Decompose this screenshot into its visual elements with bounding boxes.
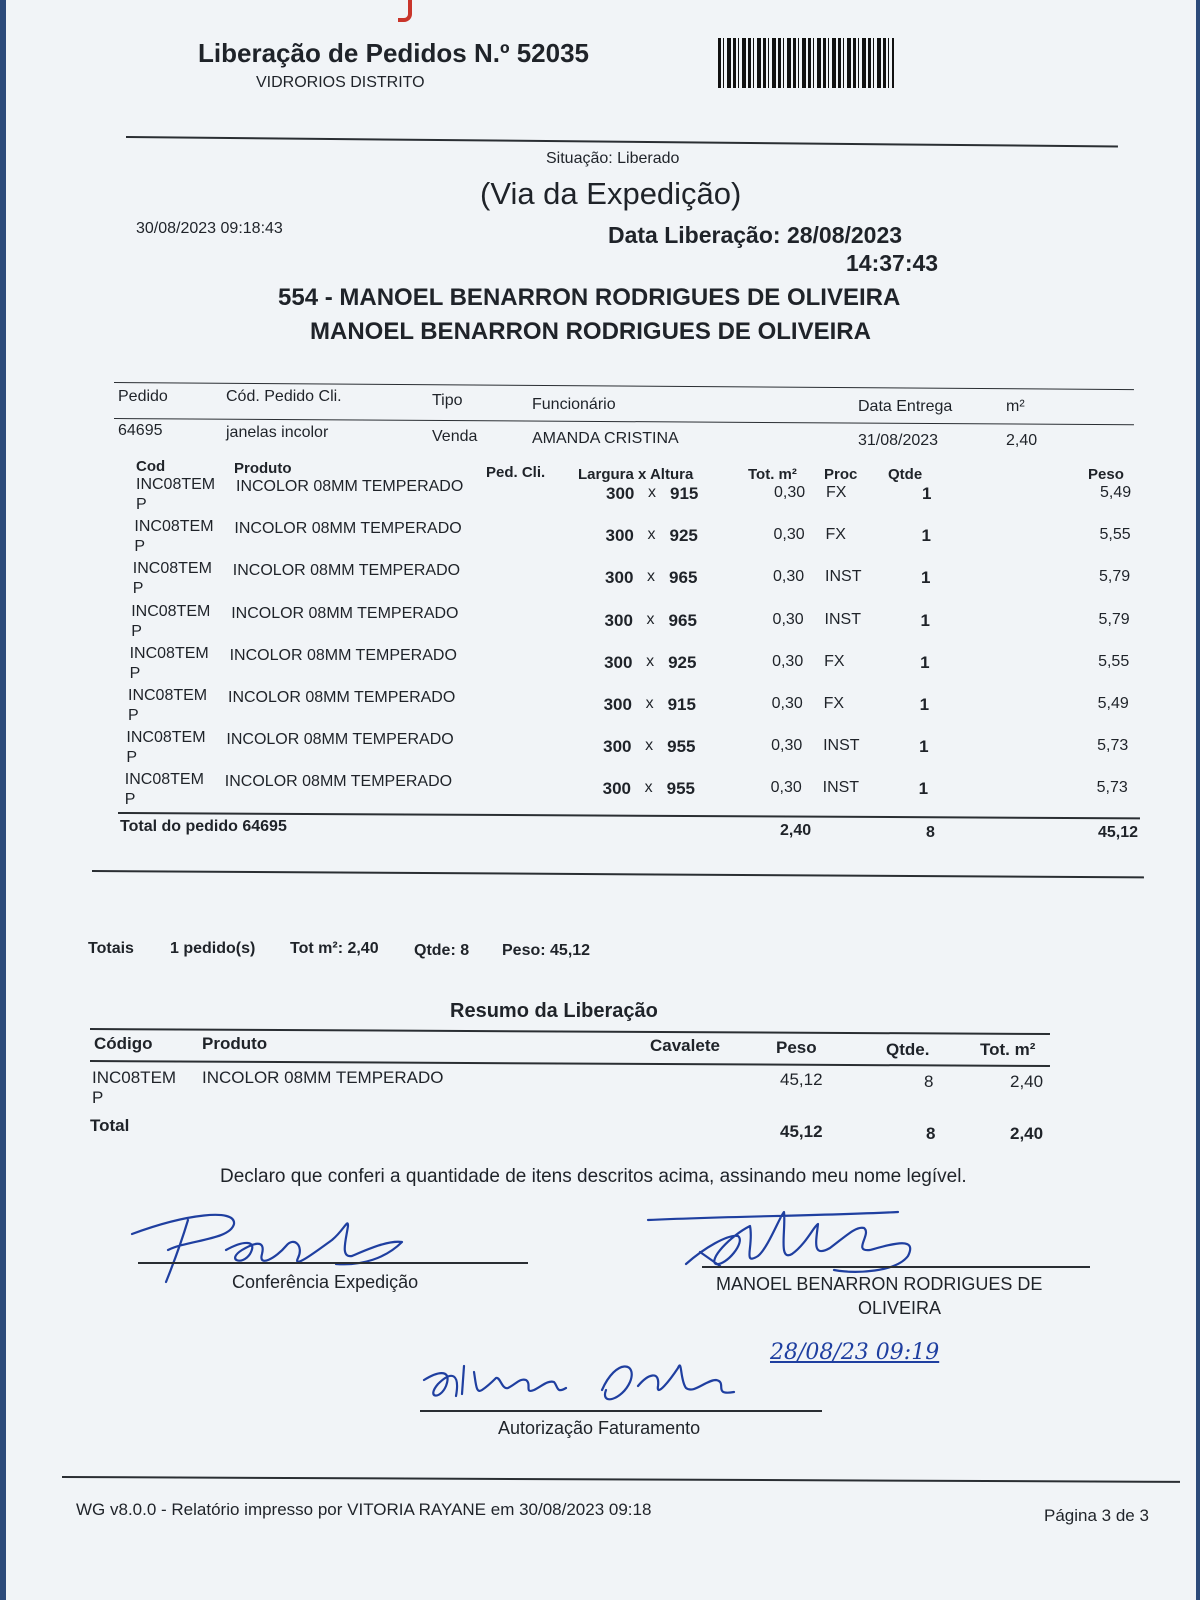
item-proc: INST bbox=[824, 610, 861, 628]
item-cod-cont: P bbox=[131, 622, 142, 640]
item-produto: INCOLOR 08MM TEMPERADO bbox=[234, 520, 462, 538]
resumo-title: Resumo da Liberação bbox=[450, 1000, 658, 1022]
totais-label: Totais bbox=[88, 940, 134, 957]
item-cod: INC08TEM bbox=[129, 644, 209, 662]
divider bbox=[90, 1060, 1050, 1067]
item-cod-cont: P bbox=[124, 791, 136, 809]
footer-pagina: Página 3 de 3 bbox=[1044, 1506, 1149, 1525]
resumo-produto: INCOLOR 08MM TEMPERADO bbox=[202, 1068, 444, 1087]
m2-header: m² bbox=[1006, 398, 1025, 415]
item-cod: INC08TEM bbox=[131, 602, 211, 620]
resumo-qtde-header: Qtde. bbox=[886, 1040, 930, 1059]
item-x: x bbox=[646, 610, 655, 628]
item-proc: FX bbox=[823, 695, 845, 712]
item-peso: 5,49 bbox=[1097, 695, 1129, 712]
item-cod: INC08TEM bbox=[136, 476, 216, 493]
cod-cli-header: Cód. Pedido Cli. bbox=[226, 388, 342, 405]
resumo-cavalete-header: Cavalete bbox=[650, 1036, 720, 1055]
situacao: Situação: Liberado bbox=[546, 150, 680, 167]
signature-line bbox=[702, 1266, 1090, 1268]
item-qtde: 1 bbox=[919, 737, 929, 757]
resumo-m2: 2,40 bbox=[1010, 1072, 1044, 1091]
item-x: x bbox=[645, 737, 654, 755]
qtde-col-header: Qtde bbox=[888, 466, 923, 483]
item-peso: 5,55 bbox=[1099, 526, 1131, 544]
item-produto: INCOLOR 08MM TEMPERADO bbox=[231, 604, 459, 622]
item-proc: FX bbox=[825, 526, 846, 544]
barcode-icon bbox=[718, 38, 894, 88]
item-cod: INC08TEM bbox=[126, 729, 206, 747]
item-tot-m2: 0,30 bbox=[773, 568, 805, 586]
item-proc: INST bbox=[823, 737, 860, 755]
resumo-peso: 45,12 bbox=[780, 1070, 823, 1089]
item-largura: 300 bbox=[603, 737, 632, 757]
item-qtde: 1 bbox=[920, 652, 930, 672]
red-ink-mark bbox=[398, 0, 412, 22]
via-label: (Via da Expedição) bbox=[480, 176, 742, 211]
item-x: x bbox=[644, 779, 653, 797]
item-peso: 5,73 bbox=[1097, 737, 1129, 755]
item-peso: 5,55 bbox=[1098, 652, 1130, 670]
item-tot-m2: 0,30 bbox=[771, 695, 803, 712]
item-qtde: 1 bbox=[921, 526, 931, 546]
item-tot-m2: 0,30 bbox=[772, 610, 804, 628]
item-cod-cont: P bbox=[126, 749, 138, 767]
resumo-total-label: Total bbox=[90, 1116, 130, 1135]
item-tot-m2: 0,30 bbox=[772, 652, 804, 670]
item-cod-cont: P bbox=[136, 496, 147, 513]
divider bbox=[62, 1476, 1180, 1483]
totais-m2: Tot m²: 2,40 bbox=[290, 940, 379, 957]
resumo-m2-header: Tot. m² bbox=[980, 1040, 1036, 1059]
tot-m2-col-header: Tot. m² bbox=[748, 466, 797, 483]
resumo-total-qtde: 8 bbox=[926, 1124, 936, 1143]
item-largura: 300 bbox=[602, 779, 631, 799]
item-proc: INST bbox=[825, 568, 862, 586]
item-peso: 5,73 bbox=[1096, 779, 1128, 797]
item-altura: 955 bbox=[667, 737, 696, 757]
item-qtde: 1 bbox=[919, 695, 930, 714]
item-x: x bbox=[647, 526, 656, 544]
tipo-header: Tipo bbox=[432, 392, 463, 409]
item-x: x bbox=[646, 652, 655, 670]
signature-line bbox=[420, 1410, 822, 1412]
cliente-codigo-nome: 554 - MANOEL BENARRON RODRIGUES DE OLIVEIRA bbox=[278, 284, 901, 311]
total-pedido-qtde: 8 bbox=[926, 824, 935, 841]
item-x: x bbox=[647, 568, 656, 586]
item-peso: 5,79 bbox=[1099, 568, 1131, 586]
item-largura: 300 bbox=[605, 526, 634, 546]
tipo-value: Venda bbox=[432, 428, 478, 445]
pedido-header: Pedido bbox=[118, 388, 168, 405]
funcionario-header: Funcionário bbox=[532, 396, 616, 413]
pedido-value: 64695 bbox=[118, 422, 163, 439]
item-qtde: 1 bbox=[920, 610, 931, 630]
item-tot-m2: 0,30 bbox=[771, 737, 803, 755]
item-altura: 965 bbox=[669, 568, 698, 588]
total-pedido-peso: 45,12 bbox=[1098, 824, 1139, 841]
item-cod-cont: P bbox=[132, 580, 144, 598]
document-title: Liberação de Pedidos N.º 52035 bbox=[198, 38, 589, 68]
resumo-codigo-cont: P bbox=[92, 1088, 104, 1107]
item-altura: 915 bbox=[667, 695, 696, 714]
item-produto: INCOLOR 08MM TEMPERADO bbox=[224, 773, 453, 791]
resumo-peso-header: Peso bbox=[776, 1038, 817, 1057]
hora-liberacao: 14:37:43 bbox=[846, 250, 939, 276]
signature-autorizacao bbox=[416, 1340, 766, 1420]
item-largura: 300 bbox=[606, 484, 635, 503]
item-peso: 5,49 bbox=[1100, 484, 1132, 501]
footer-impresso: WG v8.0.0 - Relatório impresso por VITORIA RAYANE em 30/08/2023 09:18 bbox=[76, 1500, 652, 1519]
produto-col-header: Produto bbox=[234, 460, 292, 477]
cliente-nome-linha2: OLIVEIRA bbox=[858, 1298, 942, 1318]
proc-col-header: Proc bbox=[824, 466, 858, 483]
item-tot-m2: 0,30 bbox=[774, 484, 806, 501]
divider bbox=[92, 870, 1144, 878]
item-altura: 925 bbox=[668, 652, 697, 672]
item-largura: 300 bbox=[604, 610, 633, 630]
item-cod-cont: P bbox=[129, 664, 141, 682]
totais-peso: Peso: 45,12 bbox=[502, 942, 591, 959]
item-cod: INC08TEM bbox=[132, 560, 212, 578]
item-tot-m2: 0,30 bbox=[773, 526, 805, 544]
m2-value: 2,40 bbox=[1006, 432, 1038, 449]
total-pedido-m2: 2,40 bbox=[780, 822, 812, 839]
cod-col-header: Cod bbox=[136, 458, 166, 475]
resumo-codigo: INC08TEM bbox=[92, 1068, 177, 1087]
resumo-produto-header: Produto bbox=[202, 1034, 268, 1053]
funcionario-value: AMANDA CRISTINA bbox=[532, 430, 679, 447]
item-largura: 300 bbox=[605, 568, 634, 588]
printed-timestamp: 30/08/2023 09:18:43 bbox=[136, 220, 283, 237]
item-altura: 915 bbox=[670, 484, 699, 503]
item-x: x bbox=[645, 695, 654, 712]
item-qtde: 1 bbox=[921, 568, 931, 588]
total-pedido-label: Total do pedido 64695 bbox=[120, 818, 287, 835]
declaracao: Declaro que conferi a quantidade de itens descritos acima, assinando meu nome legível. bbox=[220, 1166, 967, 1187]
item-cod: INC08TEM bbox=[134, 518, 214, 536]
item-cod-cont: P bbox=[128, 707, 139, 724]
cod-cli-value: janelas incolor bbox=[226, 424, 329, 441]
data-entrega-value: 31/08/2023 bbox=[858, 432, 939, 449]
handwritten-date: 28/08/23 09:19 bbox=[770, 1340, 940, 1365]
item-proc: INST bbox=[822, 779, 860, 797]
item-largura: 300 bbox=[603, 695, 632, 714]
item-altura: 955 bbox=[666, 779, 695, 799]
resumo-qtde: 8 bbox=[924, 1072, 934, 1091]
item-proc: FX bbox=[826, 484, 847, 501]
item-qtde: 1 bbox=[918, 779, 929, 799]
totais-qtde: Qtde: 8 bbox=[414, 942, 470, 959]
document-page bbox=[6, 0, 1196, 1600]
item-altura: 925 bbox=[669, 526, 698, 546]
autorizacao-label: Autorização Faturamento bbox=[498, 1418, 701, 1438]
resumo-codigo-header: Código bbox=[94, 1034, 153, 1053]
totais-pedidos: 1 pedido(s) bbox=[170, 940, 256, 957]
resumo-total-m2: 2,40 bbox=[1010, 1124, 1044, 1143]
ped-cli-col-header: Ped. Cli. bbox=[486, 464, 546, 481]
item-produto: INCOLOR 08MM TEMPERADO bbox=[232, 562, 461, 580]
cliente-nome: MANOEL BENARRON RODRIGUES DE OLIVEIRA bbox=[310, 318, 871, 345]
item-produto: INCOLOR 08MM TEMPERADO bbox=[236, 478, 464, 495]
divider bbox=[126, 136, 1118, 148]
item-proc: FX bbox=[824, 652, 845, 670]
item-peso: 5,79 bbox=[1098, 610, 1130, 628]
item-produto: INCOLOR 08MM TEMPERADO bbox=[229, 646, 457, 664]
item-cod: INC08TEM bbox=[128, 687, 208, 704]
item-tot-m2: 0,30 bbox=[770, 779, 802, 797]
item-produto: INCOLOR 08MM TEMPERADO bbox=[226, 731, 454, 749]
larg-alt-col-header: Largura x Altura bbox=[578, 466, 694, 483]
item-produto: INCOLOR 08MM TEMPERADO bbox=[228, 689, 456, 706]
item-altura: 965 bbox=[668, 610, 697, 630]
conferencia-label: Conferência Expedição bbox=[232, 1272, 419, 1292]
item-x: x bbox=[648, 484, 656, 501]
company-name: VIDRORIOS DISTRITO bbox=[256, 74, 425, 91]
resumo-total-peso: 45,12 bbox=[780, 1122, 823, 1141]
item-qtde: 1 bbox=[922, 484, 932, 503]
item-cod-cont: P bbox=[134, 538, 146, 556]
signature-line bbox=[138, 1262, 528, 1264]
item-largura: 300 bbox=[604, 652, 633, 672]
peso-col-header: Peso bbox=[1088, 466, 1124, 483]
item-cod: INC08TEM bbox=[124, 771, 204, 789]
cliente-nome-linha1: MANOEL BENARRON RODRIGUES DE bbox=[716, 1274, 1043, 1294]
data-liberacao: Data Liberação: 28/08/2023 bbox=[608, 222, 903, 248]
data-entrega-header: Data Entrega bbox=[858, 398, 953, 415]
